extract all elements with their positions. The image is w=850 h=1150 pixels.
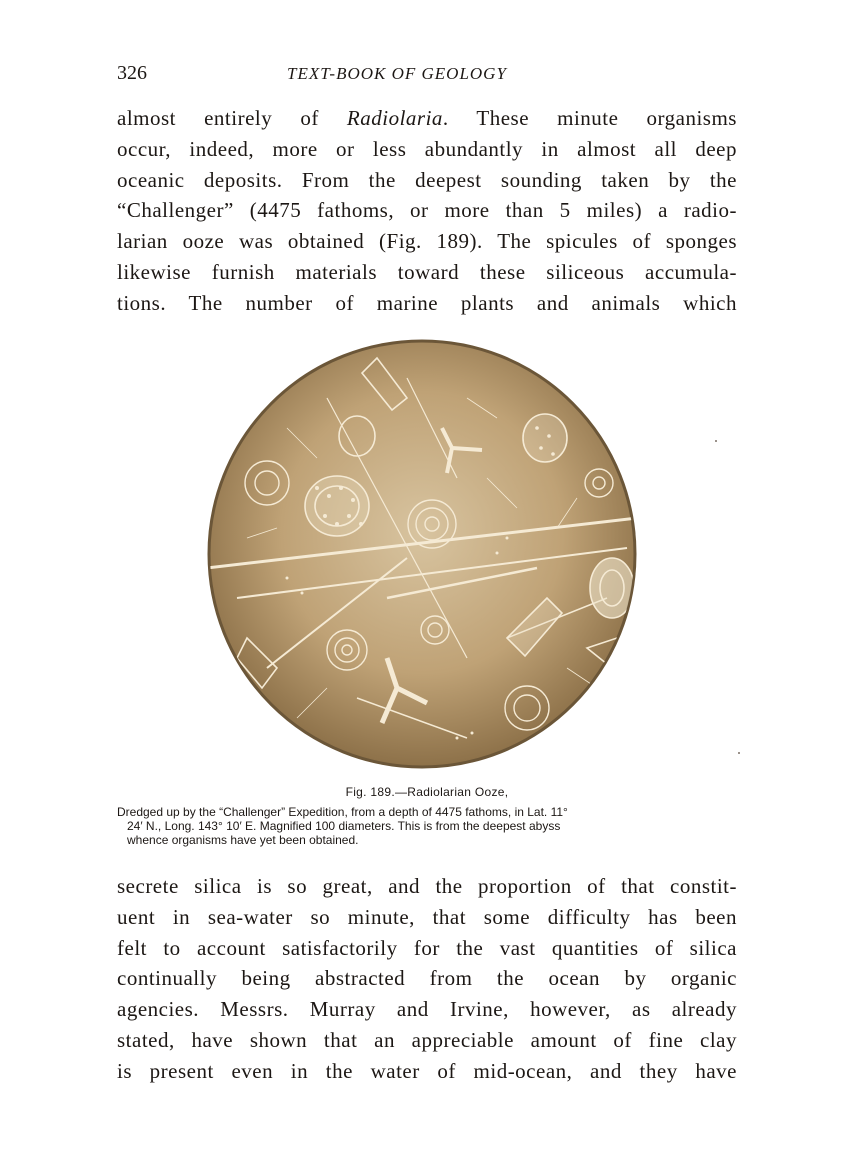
text-line: occur, indeed, more or less abundantly in almost all deep (117, 136, 737, 161)
figure-label: Fig. 189.—Radiolarian Ooze, (345, 785, 509, 799)
caption-line: Dredged up by the “Challenger” Expedition, from a depth of 4475 fathoms, in Lat. 11° (117, 805, 568, 819)
caption-line: 24′ N., Long. 143° 10′ E. Magnified 100 diameters. This is from the deepest abyss (127, 819, 561, 833)
text-line: secrete silica is so great, and the proportion of that constit- (117, 874, 737, 898)
text-line: stated, have shown that an appreciable amount of fine clay (117, 1027, 737, 1052)
paragraph-bottom (117, 871, 737, 1087)
text-line: is present even in the water of mid-ocean, and they have (117, 1058, 737, 1083)
text-line: continually being abstracted from the ocean by organic (117, 966, 737, 991)
page-number: 326 (117, 62, 147, 84)
paper-fleck (738, 752, 740, 754)
text-line: tions. The number of marine plants and animals which (117, 290, 737, 315)
text-line: larian ooze was obtained (Fig. 189). The spicules of sponges (117, 229, 737, 254)
text-line: agencies. Messrs. Murray and Irvine, however, as already (117, 997, 737, 1022)
text-line: uent in sea-water so minute, that some difficulty has been (117, 904, 737, 929)
paper-fleck (715, 440, 717, 442)
text-line: “Challenger” (4475 fathoms, or more than 5 miles) a radio- (117, 198, 737, 223)
text-line: likewise furnish materials toward these siliceous accumula- (117, 259, 737, 284)
running-head-title: TEXT-BOOK OF GEOLOGY (287, 64, 507, 83)
microscope-plate-icon (207, 338, 637, 770)
text-line: oceanic deposits. From the deepest sounding taken by the (117, 167, 737, 192)
italic-term: Radiolaria (346, 106, 443, 130)
text-line: felt to account satisfactorily for the vast quantities of silica (117, 935, 737, 960)
caption-line: whence organisms have yet been obtained. (127, 833, 359, 847)
running-head (117, 62, 737, 86)
text-line: almost entirely of Radiolaria. These minute organisms (117, 106, 737, 130)
paragraph-top (117, 103, 737, 319)
figure-radiolarian-ooze-illustration (207, 338, 637, 770)
figure-caption (117, 805, 737, 847)
